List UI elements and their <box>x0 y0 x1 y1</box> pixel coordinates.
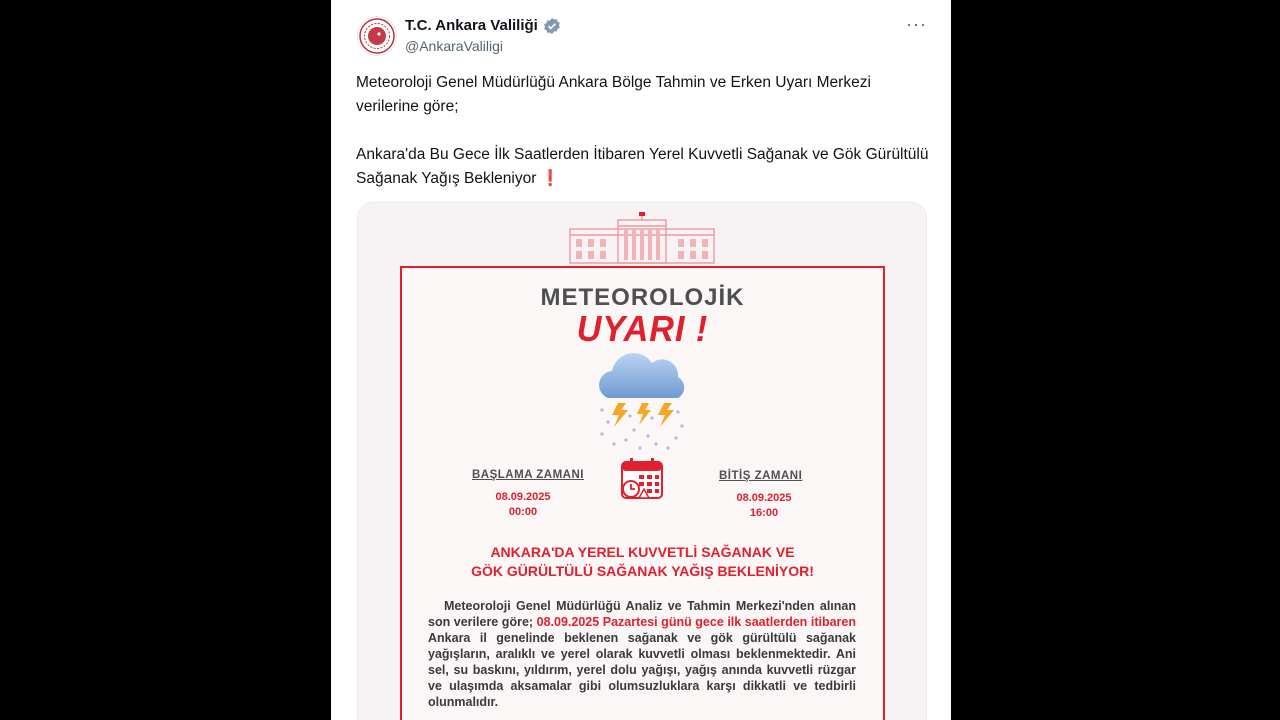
tweet-media-image[interactable] <box>357 202 927 720</box>
end-date: 08.09.2025 <box>736 492 792 504</box>
more-options-icon[interactable]: ··· <box>906 14 927 34</box>
poster-title-top: METEOROLOJİK <box>540 284 745 311</box>
tweet-text-line2 <box>356 143 931 191</box>
verified-badge-icon <box>543 17 561 35</box>
warning-poster <box>400 266 885 720</box>
calendar-clock-icon <box>619 456 665 502</box>
start-time-value <box>488 490 558 520</box>
poster-headline <box>402 543 883 581</box>
poster-body-part1: Meteoroloji Genel Müdürlüğü Analiz ve Tahmin Merkezi'nden alınan son verilere göre; <box>428 599 856 629</box>
poster-body-highlight: 08.09.2025 Pazartesi günü gece ilk saatlerden itibaren <box>536 615 857 629</box>
profile-avatar[interactable] <box>357 16 397 56</box>
start-date: 08.09.2025 <box>495 491 551 503</box>
thunderstorm-cloud-icon <box>590 348 690 452</box>
tweet-text-line2-body: Ankara'da Bu Gece İlk Saatlerden İtibaren Yerel Kuvvetli Sağanak ve Gök Gürültülü Sağanak Yağış Bekleniyor <box>356 146 929 187</box>
poster-headline-line2: GÖK GÜRÜLTÜLÜ SAĞANAK YAĞIŞ BEKLENİYOR! <box>471 563 814 579</box>
user-handle[interactable]: @AnkaraValiligi <box>405 38 503 54</box>
tweet-text-line1: Meteoroloji Genel Müdürlüğü Ankara Bölge Tahmin ve Erken Uyarı Merkezi verilerine göre; <box>356 74 871 115</box>
seal-icon <box>358 17 396 55</box>
tweet-text <box>356 71 931 191</box>
display-name[interactable]: T.C. Ankara Valiliği <box>405 17 538 34</box>
poster-body-part2: Ankara il genelinde beklenen sağanak ve gök gürültülü sağanak yağışların, aralıklı ve yerel olarak kuvvetli olması beklenmektedir. Ani sel, su baskını, yıldırım, yerel dolu yağışı, yağış anında kuvvetli rüzgar ve ulaşımda aksamalar gibi olumsuzluklara karşı dikkatli ve tedbirli olunmalıdır. <box>428 631 856 709</box>
poster-headline-line1: ANKARA'DA YEREL KUVVETLİ SAĞANAK VE <box>490 544 795 560</box>
governor-building-icon <box>568 211 716 265</box>
end-time-value <box>728 491 800 521</box>
tweet-card <box>331 0 951 720</box>
exclamation-icon: ❗ <box>540 170 561 187</box>
poster-body-text <box>428 598 856 710</box>
start-time-label: BAŞLAMA ZAMANI <box>472 469 584 481</box>
poster-title-main: UYARI ! <box>576 308 709 349</box>
end-time: 16:00 <box>749 507 779 519</box>
start-time: 00:00 <box>508 506 538 518</box>
end-time-label: BİTİŞ ZAMANI <box>719 470 803 482</box>
